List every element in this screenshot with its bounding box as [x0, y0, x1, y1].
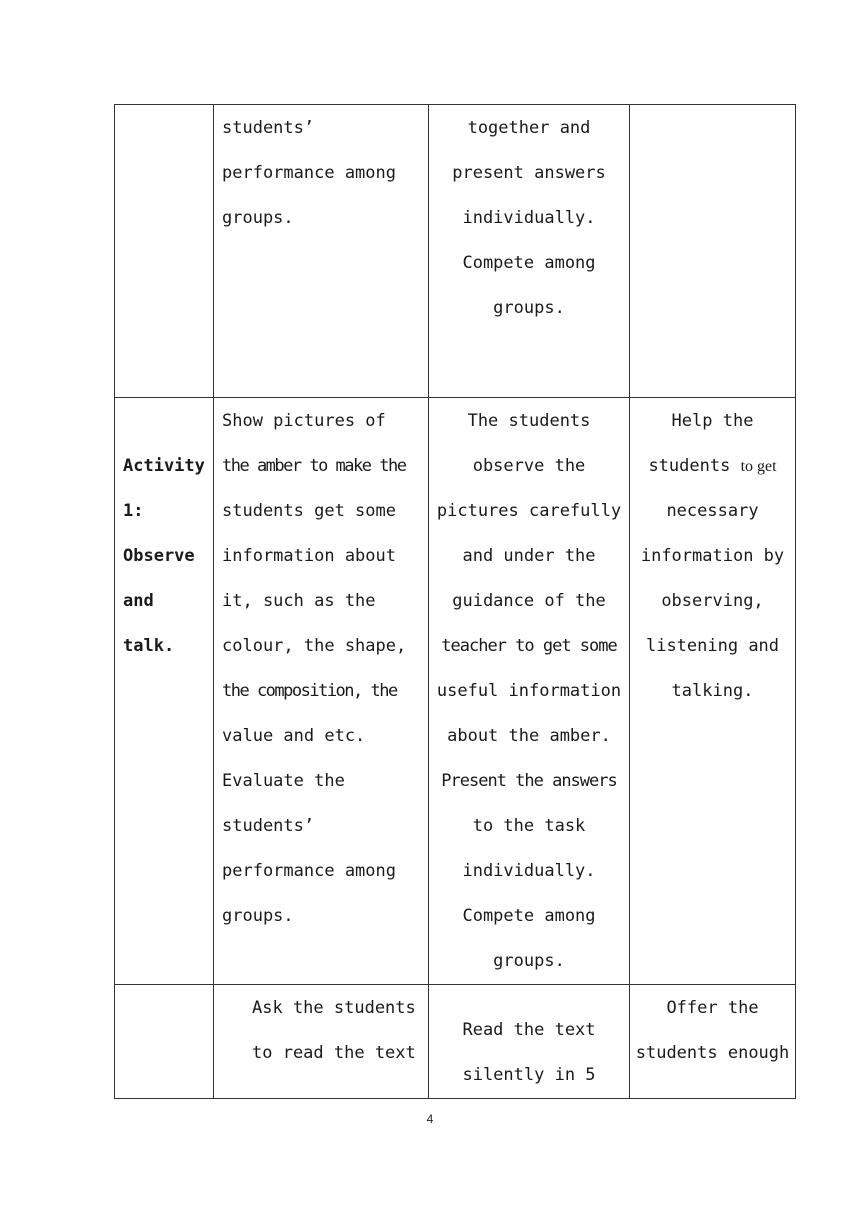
text-line: listening and	[645, 636, 780, 656]
text-line: groups.	[493, 951, 565, 971]
text-line: useful information	[436, 681, 622, 701]
student-activity-cell	[429, 985, 630, 1099]
text-line: talk.	[123, 636, 175, 656]
text-line: colour, the shape,	[222, 636, 407, 656]
text-line: together and	[467, 118, 591, 138]
text-line: students’	[222, 816, 315, 836]
text-line	[630, 444, 795, 489]
stage-cell	[115, 105, 214, 398]
text-line: groups.	[222, 208, 294, 228]
text-fragment: students	[648, 456, 741, 476]
student-activity-cell	[429, 398, 630, 985]
text-line: silently in 5	[462, 1065, 596, 1085]
page-number: 4	[426, 1112, 434, 1126]
text-line: groups.	[493, 298, 565, 318]
text-line: information by	[640, 546, 785, 566]
text-line: Evaluate the	[222, 771, 345, 791]
text-line: Activity	[123, 456, 205, 476]
text-line: Show pictures of	[222, 411, 386, 431]
table-row	[115, 985, 796, 1099]
table-row	[115, 398, 796, 985]
text-line: Compete among	[462, 253, 596, 273]
teacher-activity-cell	[214, 398, 429, 985]
text-line: it, such as the	[222, 591, 376, 611]
text-line: necessary	[666, 501, 759, 521]
text-line: groups.	[222, 906, 294, 926]
text-line: guidance of the	[452, 591, 606, 611]
text-line: talking.	[671, 681, 754, 701]
text-line: Present the answers	[441, 771, 617, 791]
purpose-cell	[630, 985, 796, 1099]
text-line: students enough	[635, 1043, 790, 1063]
text-line: The students	[467, 411, 591, 431]
text-line: individually.	[462, 208, 596, 228]
stage-cell	[115, 398, 214, 985]
text-line: performance among	[222, 861, 396, 881]
text-line: Observe	[123, 546, 195, 566]
text-line: performance among	[222, 163, 396, 183]
purpose-cell	[630, 398, 796, 985]
teacher-activity-cell	[214, 985, 429, 1099]
text-line: present answers	[452, 163, 606, 183]
purpose-cell	[630, 105, 796, 398]
text-line: Help the	[671, 411, 754, 431]
text-line: observing,	[661, 591, 764, 611]
text-line: Ask the students	[252, 998, 416, 1018]
text-line: Offer the	[666, 998, 759, 1018]
text-line: students’	[222, 118, 315, 138]
table-row	[115, 105, 796, 398]
text-line: the composition, the	[222, 681, 397, 701]
lesson-plan-table	[114, 104, 796, 1099]
text-line: Read the text	[462, 1020, 596, 1040]
teacher-activity-cell	[214, 105, 429, 398]
text-line: and	[123, 591, 154, 611]
stage-cell	[115, 985, 214, 1099]
text-line: to read the text	[252, 1043, 416, 1063]
text-line: the amber to make the	[222, 456, 406, 476]
text-fragment: to get	[740, 458, 777, 475]
text-line: about the amber.	[447, 726, 611, 746]
text-line: students get some	[222, 501, 396, 521]
text-line: value and etc.	[222, 726, 366, 746]
text-line: teacher to get some	[441, 636, 617, 656]
text-line: pictures carefully	[436, 501, 622, 521]
text-line: information about	[222, 546, 396, 566]
text-line: to the task	[472, 816, 586, 836]
text-line: and under the	[462, 546, 596, 566]
student-activity-cell	[429, 105, 630, 398]
text-line: Compete among	[462, 906, 596, 926]
text-line: 1:	[123, 501, 144, 521]
text-line: individually.	[462, 861, 596, 881]
text-line: observe the	[472, 456, 586, 476]
